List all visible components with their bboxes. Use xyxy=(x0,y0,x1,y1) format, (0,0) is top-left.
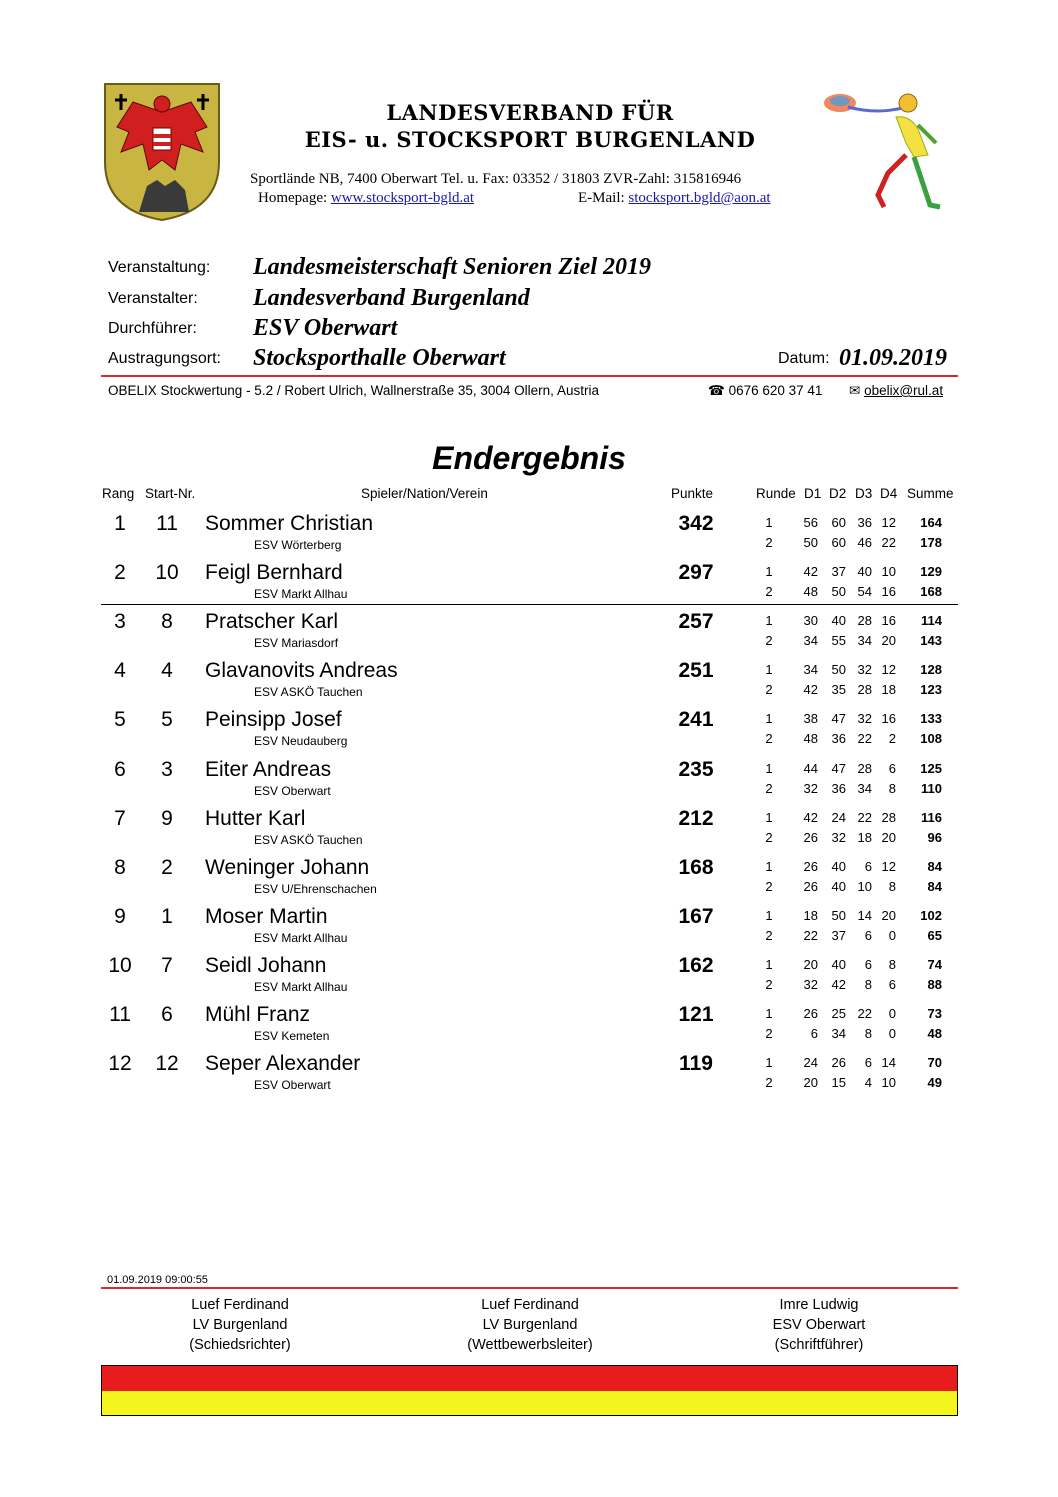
points-cell: 121 xyxy=(678,1003,714,1026)
d3-cell: 22 xyxy=(857,809,872,825)
d4-cell: 8 xyxy=(888,956,896,972)
d2-cell: 24 xyxy=(831,809,846,825)
rank-cell: 6 xyxy=(114,757,126,781)
d3-cell: 28 xyxy=(857,760,872,776)
result-row xyxy=(0,803,1058,852)
round-number: 1 xyxy=(765,515,773,530)
executor-label: Durchführer: xyxy=(108,320,197,337)
d2-cell: 25 xyxy=(831,1006,846,1021)
org-name-line2: EIS- u. STOCKSPORT BURGENLAND xyxy=(304,127,756,152)
round-sum-cell: 65 xyxy=(927,927,942,943)
round-sum-cell: 110 xyxy=(921,780,942,796)
col-points: Punkte xyxy=(671,486,714,501)
round-sum-cell: 129 xyxy=(920,564,942,580)
d3-cell: 54 xyxy=(857,584,872,600)
points-cell: 167 xyxy=(678,904,714,928)
round-number: 1 xyxy=(765,1006,773,1021)
col-d1: D1 xyxy=(804,486,822,501)
col-start: Start-Nr. xyxy=(145,486,196,501)
result-row xyxy=(0,606,1058,655)
obelix-phone xyxy=(708,383,822,399)
burgenland-flag xyxy=(101,1365,958,1416)
col-rank: Rang xyxy=(102,486,135,501)
d4-cell: 0 xyxy=(888,927,896,943)
round-sum-cell: 123 xyxy=(920,682,942,698)
round-line xyxy=(760,830,960,850)
d3-cell: 6 xyxy=(864,1055,872,1071)
round-sum-cell: 116 xyxy=(921,809,942,825)
d3-cell: 22 xyxy=(857,1006,872,1021)
d2-cell: 47 xyxy=(831,711,846,727)
d2-cell: 40 xyxy=(831,613,846,629)
result-row xyxy=(0,1048,1058,1097)
round-line xyxy=(760,1026,960,1046)
d1-cell: 48 xyxy=(803,584,818,600)
d1-cell: 34 xyxy=(803,662,818,678)
d1-cell: 6 xyxy=(810,1026,818,1041)
executor-value: ESV Oberwart xyxy=(253,315,398,341)
round-line xyxy=(760,761,960,781)
d1-cell: 38 xyxy=(803,711,818,727)
d2-cell: 35 xyxy=(831,682,846,698)
d4-cell: 10 xyxy=(881,1075,896,1091)
start-number-cell: 11 xyxy=(156,512,178,535)
signature-org: ESV Oberwart xyxy=(772,1317,866,1333)
round-line xyxy=(760,928,960,948)
round-line xyxy=(760,810,960,830)
d4-cell: 8 xyxy=(888,878,896,894)
round-line xyxy=(760,711,960,731)
d2-cell: 50 xyxy=(831,662,846,678)
player-name: Peinsipp Josef xyxy=(205,708,342,732)
d1-cell: 50 xyxy=(803,535,818,550)
round-sum-cell: 125 xyxy=(920,760,942,776)
d3-cell: 40 xyxy=(857,564,872,580)
round-line xyxy=(760,731,960,751)
phone-icon: ☎ xyxy=(708,383,725,398)
player-name: Sommer Christian xyxy=(205,512,374,535)
obelix-credit: OBELIX Stockwertung - 5.2 / Robert Ulrich, Wallnerstraße 35, 3004 Ollern, Austria xyxy=(108,383,599,398)
d1-cell: 26 xyxy=(803,858,818,874)
d4-cell: 20 xyxy=(881,829,896,845)
d1-cell: 34 xyxy=(803,633,818,649)
d4-cell: 16 xyxy=(881,711,896,727)
d3-cell: 6 xyxy=(864,927,872,943)
player-club: ESV Wörterberg xyxy=(254,538,342,552)
start-number-cell: 6 xyxy=(161,1003,173,1026)
round-line xyxy=(760,957,960,977)
d4-cell: 12 xyxy=(881,515,896,530)
result-row xyxy=(0,655,1058,704)
d1-cell: 26 xyxy=(803,878,818,894)
obelix-email-link[interactable]: obelix@rul.at xyxy=(864,383,944,398)
d2-cell: 42 xyxy=(831,976,846,992)
round-sum-cell: 178 xyxy=(920,535,942,550)
round-number: 2 xyxy=(765,633,773,649)
round-sum-cell: 74 xyxy=(927,956,942,972)
d4-cell: 12 xyxy=(881,858,896,874)
org-name-line1: LANDESVERBAND FÜR xyxy=(386,100,674,125)
col-d2: D2 xyxy=(829,486,847,501)
d1-cell: 24 xyxy=(803,1055,818,1071)
signature-name: Luef Ferdinand xyxy=(481,1297,579,1313)
d4-cell: 10 xyxy=(881,564,896,580)
signature-role: (Schiedsrichter) xyxy=(189,1337,291,1353)
d2-cell: 60 xyxy=(831,535,846,550)
rank-cell: 10 xyxy=(108,953,132,977)
round-sum-cell: 88 xyxy=(927,976,942,992)
player-club: ESV U/Ehrenschachen xyxy=(254,881,377,896)
d1-cell: 42 xyxy=(803,809,818,825)
d4-cell: 16 xyxy=(881,584,896,600)
d4-cell: 8 xyxy=(888,780,896,796)
round-line xyxy=(760,584,960,604)
round-line xyxy=(760,859,960,879)
rank-cell: 8 xyxy=(114,855,126,879)
homepage-link[interactable]: www.stocksport-bgld.at xyxy=(330,190,475,206)
round-number: 2 xyxy=(765,731,773,747)
round-sum-cell: 168 xyxy=(920,584,942,600)
d3-cell: 34 xyxy=(857,780,872,796)
signature-name: Luef Ferdinand xyxy=(191,1297,289,1313)
player-name: Moser Martin xyxy=(205,904,328,928)
round-line xyxy=(760,682,960,702)
email-label: E-Mail: xyxy=(578,190,625,206)
email-link[interactable]: stocksport.bgld@aon.at xyxy=(628,190,771,206)
d3-cell: 18 xyxy=(857,829,872,845)
d4-cell: 20 xyxy=(881,633,896,649)
footer-timestamp: 01.09.2019 09:00:55 xyxy=(107,1274,208,1286)
d1-cell: 44 xyxy=(803,760,818,776)
player-club: ESV Oberwart xyxy=(254,1078,331,1093)
d2-cell: 36 xyxy=(831,780,846,796)
flag-red-stripe xyxy=(102,1366,957,1391)
d3-cell: 8 xyxy=(864,1026,872,1041)
points-cell: 342 xyxy=(678,512,714,535)
header-divider xyxy=(101,375,958,377)
col-d3: D3 xyxy=(855,486,873,501)
start-number-cell: 8 xyxy=(161,610,173,634)
d3-cell: 14 xyxy=(857,907,872,923)
org-address: Sportlände NB, 7400 Oberwart Tel. u. Fax: 03352 / 31803 ZVR-Zahl: 315816946 xyxy=(250,171,742,187)
curler-figure-icon xyxy=(818,85,953,215)
d3-cell: 32 xyxy=(857,711,872,727)
result-row xyxy=(0,508,1058,557)
col-sum: Summe xyxy=(907,486,954,501)
player-club: ESV ASKÖ Tauchen xyxy=(254,685,363,700)
d4-cell: 20 xyxy=(881,907,896,923)
points-cell: 212 xyxy=(678,806,714,830)
round-sum-cell: 102 xyxy=(920,907,942,923)
round-line xyxy=(760,908,960,928)
rank-cell: 7 xyxy=(114,806,126,830)
d1-cell: 22 xyxy=(803,927,818,943)
d2-cell: 15 xyxy=(831,1075,846,1091)
round-number: 1 xyxy=(765,662,773,678)
round-line xyxy=(760,633,960,653)
d1-cell: 20 xyxy=(803,956,818,972)
player-name: Seper Alexander xyxy=(205,1052,361,1076)
player-name: Glavanovits Andreas xyxy=(205,659,398,683)
points-cell: 297 xyxy=(678,561,714,585)
d4-cell: 18 xyxy=(881,682,896,698)
email-line xyxy=(578,190,771,207)
result-row xyxy=(0,852,1058,901)
page-title: Endergebnis xyxy=(432,440,626,476)
signature-recorder xyxy=(719,1295,919,1355)
date-value: 01.09.2019 xyxy=(839,345,947,371)
qualification-separator xyxy=(101,604,958,605)
player-name: Eiter Andreas xyxy=(205,757,332,781)
d4-cell: 12 xyxy=(881,662,896,678)
result-row xyxy=(0,704,1058,753)
homepage-line xyxy=(258,190,474,207)
round-sum-cell: 70 xyxy=(927,1055,942,1071)
round-sum-cell: 84 xyxy=(927,878,942,894)
d3-cell: 8 xyxy=(864,976,872,992)
round-number: 1 xyxy=(765,907,773,923)
round-number: 1 xyxy=(765,809,773,825)
coat-of-arms-icon xyxy=(103,82,221,222)
round-number: 2 xyxy=(765,584,773,600)
d3-cell: 22 xyxy=(857,731,872,747)
d2-cell: 55 xyxy=(831,633,846,649)
d4-cell: 6 xyxy=(888,976,896,992)
signature-org: LV Burgenland xyxy=(482,1317,578,1333)
rank-cell: 3 xyxy=(114,610,126,634)
round-sum-cell: 108 xyxy=(920,731,942,747)
player-name: Pratscher Karl xyxy=(205,610,339,634)
round-number: 2 xyxy=(765,1075,773,1091)
d2-cell: 26 xyxy=(831,1055,846,1071)
start-number-cell: 1 xyxy=(161,904,173,928)
player-club: ESV Markt Allhau xyxy=(254,587,348,602)
result-row xyxy=(0,999,1058,1048)
round-sum-cell: 133 xyxy=(920,711,942,727)
d3-cell: 34 xyxy=(857,633,872,649)
d2-cell: 34 xyxy=(831,1026,846,1041)
points-cell: 241 xyxy=(678,708,714,732)
d2-cell: 37 xyxy=(831,927,846,943)
d3-cell: 36 xyxy=(857,515,872,530)
start-number-cell: 3 xyxy=(161,757,173,781)
round-number: 1 xyxy=(765,858,773,874)
obelix-email xyxy=(849,383,943,399)
d1-cell: 42 xyxy=(803,564,818,580)
rank-cell: 12 xyxy=(108,1052,132,1076)
result-row xyxy=(0,754,1058,803)
round-number: 1 xyxy=(765,613,773,629)
d3-cell: 10 xyxy=(857,878,872,894)
player-club: ESV Neudauberg xyxy=(254,734,348,749)
round-number: 2 xyxy=(765,976,773,992)
points-cell: 168 xyxy=(678,855,714,879)
venue-label: Austragungsort: xyxy=(108,350,221,367)
result-row xyxy=(0,950,1058,999)
signature-org: LV Burgenland xyxy=(192,1317,288,1333)
signature-competition-lead xyxy=(430,1295,630,1355)
round-line xyxy=(760,613,960,633)
d2-cell: 36 xyxy=(831,731,846,747)
round-line xyxy=(760,1006,960,1026)
col-round: Runde xyxy=(756,486,796,501)
round-line xyxy=(760,535,960,555)
round-sum-cell: 114 xyxy=(921,613,942,629)
date-label: Datum: xyxy=(778,350,830,367)
result-row xyxy=(0,901,1058,950)
d1-cell: 48 xyxy=(803,731,818,747)
round-line xyxy=(760,662,960,682)
organizer-value: Landesverband Burgenland xyxy=(253,285,530,311)
d3-cell: 46 xyxy=(857,535,872,550)
flag-yellow-stripe xyxy=(102,1391,957,1416)
event-value: Landesmeisterschaft Senioren Ziel 2019 xyxy=(253,254,651,280)
round-number: 2 xyxy=(765,780,773,796)
points-cell: 162 xyxy=(678,953,714,977)
round-sum-cell: 73 xyxy=(927,1006,942,1021)
footer-divider xyxy=(101,1287,958,1289)
start-number-cell: 5 xyxy=(161,708,173,732)
d3-cell: 6 xyxy=(864,858,872,874)
player-name: Feigl Bernhard xyxy=(205,561,343,585)
player-name: Weninger Johann xyxy=(205,855,370,879)
round-sum-cell: 164 xyxy=(920,515,942,530)
d3-cell: 6 xyxy=(864,956,872,972)
rank-cell: 2 xyxy=(114,561,126,585)
points-cell: 251 xyxy=(678,659,714,683)
rank-cell: 5 xyxy=(114,708,126,732)
player-club: ESV ASKÖ Tauchen xyxy=(254,832,363,847)
round-line xyxy=(760,564,960,584)
player-club: ESV Oberwart xyxy=(254,783,331,798)
round-number: 2 xyxy=(765,682,773,698)
d2-cell: 37 xyxy=(831,564,846,580)
d1-cell: 30 xyxy=(803,613,818,629)
homepage-label: Homepage: xyxy=(258,190,328,206)
d1-cell: 32 xyxy=(803,976,818,992)
d4-cell: 2 xyxy=(888,731,896,747)
d2-cell: 40 xyxy=(831,858,846,874)
d2-cell: 40 xyxy=(831,956,846,972)
round-number: 1 xyxy=(765,564,773,580)
signature-name: Imre Ludwig xyxy=(779,1297,859,1313)
d3-cell: 4 xyxy=(864,1075,872,1091)
rank-cell: 4 xyxy=(114,659,126,683)
d2-cell: 47 xyxy=(831,760,846,776)
start-number-cell: 12 xyxy=(155,1052,179,1076)
d2-cell: 50 xyxy=(831,907,846,923)
round-line xyxy=(760,781,960,801)
d4-cell: 16 xyxy=(881,613,896,629)
envelope-icon: ✉ xyxy=(849,383,861,398)
event-label: Veranstaltung: xyxy=(108,259,211,276)
d3-cell: 28 xyxy=(857,613,872,629)
d3-cell: 32 xyxy=(857,662,872,678)
round-number: 2 xyxy=(765,878,773,894)
player-club: ESV Markt Allhau xyxy=(254,979,348,994)
player-club: ESV Mariasdorf xyxy=(254,636,339,651)
round-sum-cell: 84 xyxy=(927,858,942,874)
d2-cell: 50 xyxy=(831,584,846,600)
rank-cell: 9 xyxy=(114,904,126,928)
d1-cell: 56 xyxy=(803,515,818,530)
d1-cell: 18 xyxy=(803,907,818,923)
points-cell: 119 xyxy=(679,1052,713,1076)
player-name: Hutter Karl xyxy=(205,806,306,830)
start-number-cell: 4 xyxy=(161,659,173,683)
d1-cell: 32 xyxy=(803,780,818,796)
signature-role: (Schriftführer) xyxy=(774,1337,864,1353)
start-number-cell: 10 xyxy=(155,561,179,585)
start-number-cell: 9 xyxy=(161,806,173,830)
round-line xyxy=(760,879,960,899)
d2-cell: 40 xyxy=(831,878,846,894)
d1-cell: 26 xyxy=(803,1006,818,1021)
player-club: ESV Markt Allhau xyxy=(254,930,348,945)
points-cell: 257 xyxy=(678,610,714,634)
d3-cell: 28 xyxy=(857,682,872,698)
round-sum-cell: 143 xyxy=(920,633,942,649)
round-number: 1 xyxy=(765,760,773,776)
round-number: 2 xyxy=(765,829,773,845)
round-sum-cell: 96 xyxy=(927,829,942,845)
player-name: Mühl Franz xyxy=(205,1003,311,1026)
result-row xyxy=(0,557,1058,606)
d1-cell: 20 xyxy=(803,1075,818,1091)
d4-cell: 0 xyxy=(888,1026,896,1041)
signature-referee xyxy=(140,1295,340,1355)
start-number-cell: 7 xyxy=(161,953,173,977)
col-player: Spieler/Nation/Verein xyxy=(361,486,488,501)
rank-cell: 11 xyxy=(109,1003,131,1026)
venue-value: Stocksporthalle Oberwart xyxy=(253,345,506,371)
round-line xyxy=(760,1055,960,1075)
round-sum-cell: 49 xyxy=(927,1075,942,1091)
round-line xyxy=(760,977,960,997)
d4-cell: 28 xyxy=(881,809,896,825)
rank-cell: 1 xyxy=(114,512,126,535)
player-name: Seidl Johann xyxy=(205,953,327,977)
round-line xyxy=(760,1075,960,1095)
points-cell: 235 xyxy=(678,757,714,781)
start-number-cell: 2 xyxy=(161,855,173,879)
round-number: 1 xyxy=(765,1055,773,1071)
signature-role: (Wettbewerbsleiter) xyxy=(467,1337,593,1353)
d4-cell: 0 xyxy=(888,1006,896,1021)
round-number: 2 xyxy=(765,535,773,550)
organizer-label: Veranstalter: xyxy=(108,290,198,307)
d1-cell: 42 xyxy=(803,682,818,698)
d4-cell: 6 xyxy=(888,760,896,776)
round-number: 1 xyxy=(765,711,773,727)
d2-cell: 60 xyxy=(831,515,846,530)
round-sum-cell: 48 xyxy=(927,1026,942,1041)
player-club: ESV Kemeten xyxy=(254,1029,330,1043)
d4-cell: 14 xyxy=(881,1055,896,1071)
d4-cell: 22 xyxy=(881,535,896,550)
d2-cell: 32 xyxy=(831,829,846,845)
round-number: 1 xyxy=(765,956,773,972)
obelix-phone-number: 0676 620 37 41 xyxy=(728,383,823,398)
round-line xyxy=(760,515,960,535)
d1-cell: 26 xyxy=(803,829,818,845)
round-number: 2 xyxy=(765,927,773,943)
col-d4: D4 xyxy=(880,486,898,501)
round-number: 2 xyxy=(765,1026,773,1041)
round-sum-cell: 128 xyxy=(920,662,942,678)
